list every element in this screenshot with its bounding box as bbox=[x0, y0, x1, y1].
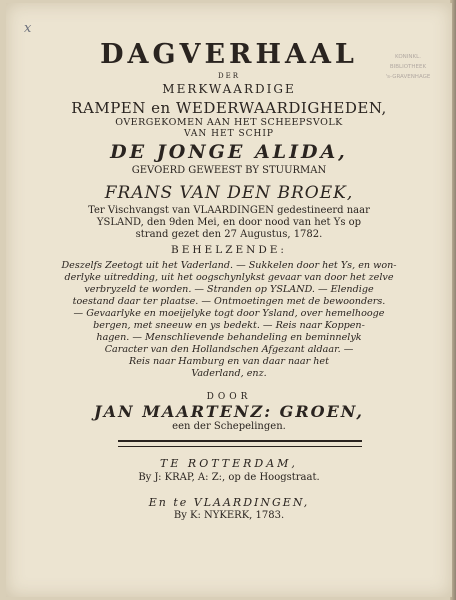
title-rampen: RAMPEN en WEDERWAARDIGHEDEN, bbox=[71, 99, 387, 117]
contents-line: Caracter van den Hollandschen Afgezant aldaar. — bbox=[104, 344, 354, 355]
contents-line: — Gevaarlyke en moeijelyke togt door Ysland, over hemelhooge bbox=[73, 308, 385, 319]
title-overgekomen: OVERGEKOMEN AAN HET SCHEEPSVOLK bbox=[115, 117, 343, 128]
imprint-city-2: En te VLAARDINGEN, bbox=[148, 496, 310, 509]
title-page bbox=[6, 3, 452, 597]
imprint-printer-1: By J: KRAP, A: Z:, op de Hoogstraat. bbox=[138, 472, 320, 483]
voyage-line-2: YSLAND, den 9den Mei, en door nood van het Ys op bbox=[96, 217, 362, 228]
gevoerd-line: GEVOERD GEWEEST BY STUURMAN bbox=[131, 165, 327, 176]
author-subtitle: een der Schepelingen. bbox=[172, 421, 286, 432]
contents-line: Reis naar Hamburg en van daar naar het bbox=[129, 356, 329, 367]
imprint-city-1: TE ROTTERDAM, bbox=[160, 457, 298, 470]
contents-line: verbryzeld te worden. — Stranden op YSLAND. — Elendige bbox=[84, 284, 374, 295]
door-label: DOOR bbox=[206, 392, 252, 402]
author-name: JAN MAARTENZ: GROEN, bbox=[94, 402, 364, 421]
title-der: DER bbox=[218, 72, 240, 80]
stamp-line: 's-GRAVENHAGE bbox=[385, 74, 431, 80]
contents-line: Vaderland, enz. bbox=[191, 368, 267, 379]
ink-mark: x bbox=[24, 21, 32, 36]
contents-line: bergen, met sneeuw en ys bedekt. — Reis naar Koppen- bbox=[93, 320, 365, 331]
double-rule-divider bbox=[118, 440, 362, 447]
contents-line: toestand daar ter plaatse. — Ontmoetingen met de bewoonders. bbox=[72, 296, 386, 307]
imprint-printer-2: By K: NYKERK, 1783. bbox=[173, 510, 285, 521]
stamp-line: BIBLIOTHEEK bbox=[389, 64, 427, 70]
contents-line: derlyke uitredding, uit het oogschynlykst gevaar van door het zelve bbox=[64, 272, 394, 283]
stamp-line: KONINKL. bbox=[395, 54, 421, 60]
captain-name: FRANS VAN DEN BROEK, bbox=[104, 183, 354, 203]
voyage-line-3: strand gezet den 27 Augustus, 1782. bbox=[135, 229, 323, 240]
ship-name: DE JONGE ALIDA, bbox=[110, 141, 348, 163]
contents-line: Deszelfs Zeetogt uit het Vaderland. — Sukkelen door het Ys, en won- bbox=[61, 260, 397, 271]
book-title: DAGVERHAAL bbox=[100, 39, 358, 70]
title-merkwaardige: MERKWAARDIGE bbox=[162, 82, 296, 96]
behelzende-heading: BEHELZENDE: bbox=[171, 244, 287, 256]
title-van-het-schip: VAN HET SCHIP bbox=[184, 129, 274, 139]
contents-line: hagen. — Menschlievende behandeling en beminnelyk bbox=[96, 332, 362, 343]
voyage-line-1: Ter Vischvangst van VLAARDINGEN gedestineerd naar bbox=[88, 205, 370, 216]
